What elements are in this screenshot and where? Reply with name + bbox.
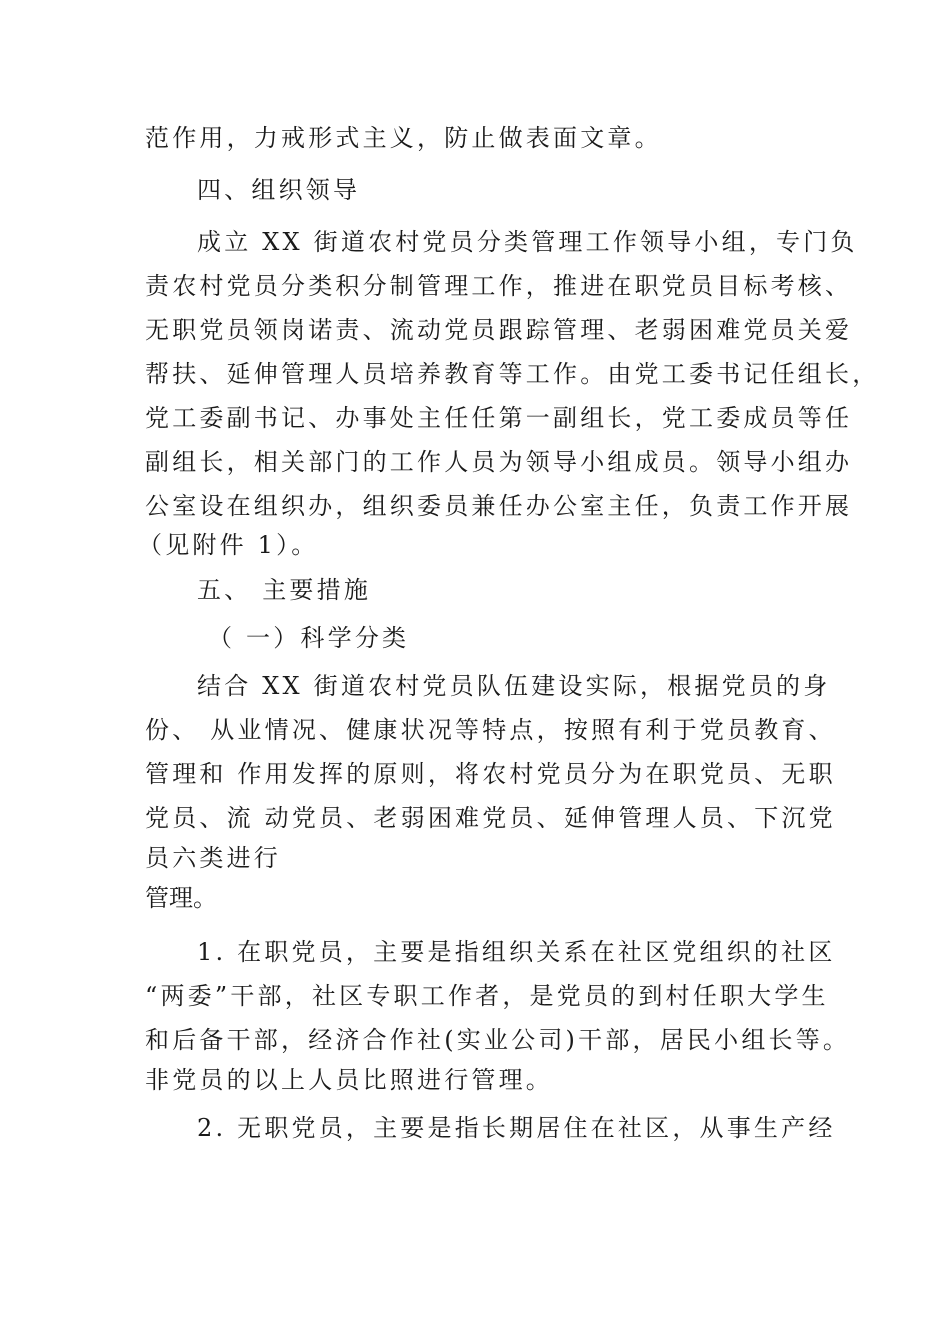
section-heading-organization: 四、组织领导 bbox=[197, 176, 361, 204]
paragraph-line: 帮扶、延伸管理人员培养教育等工作。由党工委书记任组长， bbox=[145, 360, 880, 388]
paragraph-line: 党工委副书记、办事处主任任第一副组长，党工委成员等任 bbox=[145, 404, 853, 432]
list-item-line: 和后备干部，经济合作社(实业公司)干部，居民小组长等。 bbox=[145, 1026, 851, 1054]
paragraph-line: 无职党员领岗诺责、流动党员跟踪管理、老弱困难党员关爱 bbox=[145, 316, 853, 344]
paragraph-line: 员六类进行 bbox=[145, 844, 281, 872]
paragraph-line: 范作用，力戒形式主义，防止做表面文章。 bbox=[145, 124, 662, 152]
paragraph-line: 副组长，相关部门的工作人员为领导小组成员。领导小组办 bbox=[145, 448, 853, 476]
paragraph-line: 管理。 bbox=[145, 884, 217, 912]
paragraph-line: 公室设在组织办，组织委员兼任办公室主任，负责工作开展 bbox=[145, 492, 853, 520]
paragraph-line: 责农村党员分类积分制管理工作，推进在职党员目标考核、 bbox=[145, 272, 853, 300]
list-item-line: 2. 无职党员，主要是指长期居住在社区，从事生产经 bbox=[197, 1114, 836, 1142]
section-heading-measures: 五、 主要措施 bbox=[197, 576, 372, 604]
list-item-line: “两委”干部，社区专职工作者，是党员的到村任职大学生 bbox=[145, 982, 829, 1010]
paragraph-line: 结合 XX 街道农村党员队伍建设实际，根据党员的身 bbox=[197, 672, 831, 700]
paragraph-line: 份、 从业情况、健康状况等特点，按照有利于党员教育、 bbox=[145, 716, 836, 744]
paragraph-line: （见附件 1）。 bbox=[138, 531, 319, 559]
subsection-heading-classification: （ 一）科学分类 bbox=[208, 624, 410, 652]
list-item-line: 非党员的以上人员比照进行管理。 bbox=[145, 1066, 553, 1094]
paragraph-line: 党员、流 动党员、老弱困难党员、延伸管理人员、下沉党 bbox=[145, 804, 836, 832]
list-item-line: 1. 在职党员，主要是指组织关系在社区党组织的社区 bbox=[197, 938, 836, 966]
paragraph-line: 成立 XX 街道农村党员分类管理工作领导小组，专门负 bbox=[197, 228, 858, 256]
paragraph-line: 管理和 作用发挥的原则，将农村党员分为在职党员、无职 bbox=[145, 760, 836, 788]
